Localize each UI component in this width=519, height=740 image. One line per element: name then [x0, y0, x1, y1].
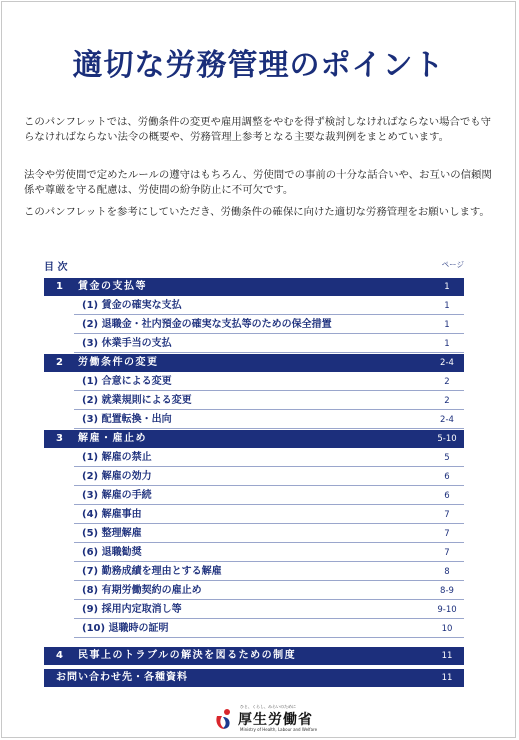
toc-item-page: 2 [444, 396, 450, 406]
toc-item-label: (9) 採用内定取消し等 [82, 604, 182, 615]
toc-section-page: 1 [444, 282, 450, 292]
toc-contact-page: 11 [441, 673, 453, 683]
toc-item-label: (2) 就業規則による変更 [82, 395, 192, 406]
toc-item-row[interactable] [74, 297, 464, 315]
toc-item-page: 7 [444, 548, 450, 558]
toc-item-page: 1 [444, 301, 450, 311]
toc-item-row[interactable] [74, 316, 464, 334]
toc-item-row[interactable] [74, 392, 464, 410]
toc-section-number: 3 [56, 433, 63, 444]
toc-item-row[interactable] [74, 449, 464, 467]
toc-item-page: 9-10 [437, 605, 457, 615]
toc-item-page: 7 [444, 510, 450, 520]
toc-item-page: 1 [444, 320, 450, 330]
toc-item-row[interactable] [74, 582, 464, 600]
toc-section-page: 11 [441, 651, 453, 661]
toc-item-row[interactable] [74, 335, 464, 353]
toc-item-row[interactable] [74, 373, 464, 391]
toc-item-row[interactable] [74, 468, 464, 486]
toc-section-page: 2-4 [440, 358, 454, 368]
toc-item-page: 6 [444, 491, 450, 501]
toc-item-row[interactable] [74, 487, 464, 505]
toc-item-page: 1 [444, 339, 450, 349]
toc-item-row[interactable] [74, 411, 464, 429]
document-page [1, 1, 516, 738]
toc-item-page: 10 [441, 624, 453, 634]
toc-item-label: (4) 解雇事由 [82, 509, 142, 520]
toc-section-number: 4 [56, 650, 63, 661]
toc-item-row[interactable] [74, 563, 464, 581]
mhlw-logo-icon [214, 708, 234, 730]
toc-item-label: (8) 有期労働契約の雇止め [82, 585, 202, 596]
toc-section-row[interactable] [44, 647, 464, 665]
toc-item-row[interactable] [74, 525, 464, 543]
toc-item-page: 8 [444, 567, 450, 577]
toc-item-page: 5 [444, 453, 450, 463]
toc-contact-row[interactable] [44, 669, 464, 687]
toc-item-label: (5) 整理解雇 [82, 528, 142, 539]
toc-item-page: 7 [444, 529, 450, 539]
toc-item-label: (2) 退職金・社内預金の確実な支払等のための保全措置 [82, 319, 332, 330]
logo-tagline: ひと、くらし、みらいのために [240, 704, 296, 709]
page-title: 適切な労務管理のポイント [72, 48, 445, 83]
logo-english: Ministry of Health, Labour and Welfare [240, 727, 318, 732]
toc-page-header: ページ [441, 260, 464, 269]
toc-header [44, 258, 464, 272]
logo-name: 厚生労働省 [238, 712, 313, 728]
toc-item-page: 6 [444, 472, 450, 482]
toc-item-label: (1) 賃金の確実な支払 [82, 300, 182, 311]
toc-item-label: (3) 解雇の手続 [82, 490, 152, 501]
toc-item-label: (1) 合意による変更 [82, 376, 172, 387]
toc-item-row[interactable] [74, 620, 464, 638]
toc-section-title: 民事上のトラブルの解決を図るための制度 [78, 650, 297, 661]
toc-item-page: 2-4 [440, 415, 454, 425]
toc-item-page: 2 [444, 377, 450, 387]
toc-item-label: (7) 勤務成績を理由とする解雇 [82, 566, 222, 577]
toc-section-number: 1 [56, 281, 63, 292]
toc-item-label: (2) 解雇の効力 [82, 471, 152, 482]
toc-item-page: 8-9 [440, 586, 454, 596]
mhlw-logo [204, 702, 324, 732]
intro-paragraph-1: このパンフレットでは、労働条件の変更や雇用調整をやむを得ず検討しなければならない場合でも守らなければならない法令の概要や、労務管理上参考となる主要な裁判例をまとめています。 [24, 116, 492, 143]
toc-section-number: 2 [56, 357, 63, 368]
toc-section-title: 労働条件の変更 [78, 357, 159, 368]
toc-item-row[interactable] [74, 506, 464, 524]
toc-heading: 目 次 [44, 262, 68, 273]
toc-section-row[interactable] [44, 430, 464, 448]
toc-contact-label: お問い合わせ先・各種資料 [56, 672, 188, 683]
intro-paragraph-2: 法令や労使間で定めたルールの遵守はもちろん、労使間での事前の十分な話合いや、お互いの信頼関係や尊厳を守る配慮は、労使間の紛争防止に不可欠です。 [24, 169, 492, 196]
toc-section-title: 解雇・雇止め [78, 433, 147, 444]
toc-item-label: (3) 休業手当の支払 [82, 338, 172, 349]
toc-section-page: 5-10 [437, 434, 457, 444]
toc-section-title: 賃金の支払等 [78, 281, 147, 292]
toc-section-row[interactable] [44, 278, 464, 296]
toc-item-row[interactable] [74, 544, 464, 562]
toc-item-label: (6) 退職勧奨 [82, 547, 142, 558]
intro-paragraph-3: このパンフレットを参考にしていただき、労働条件の確保に向けた適切な労務管理をお願いします。 [24, 206, 490, 218]
toc-item-label: (3) 配置転換・出向 [82, 414, 172, 425]
toc-item-row[interactable] [74, 601, 464, 619]
toc-item-label: (10) 退職時の証明 [82, 623, 169, 634]
toc-section-row[interactable] [44, 354, 464, 372]
toc-item-label: (1) 解雇の禁止 [82, 452, 152, 463]
